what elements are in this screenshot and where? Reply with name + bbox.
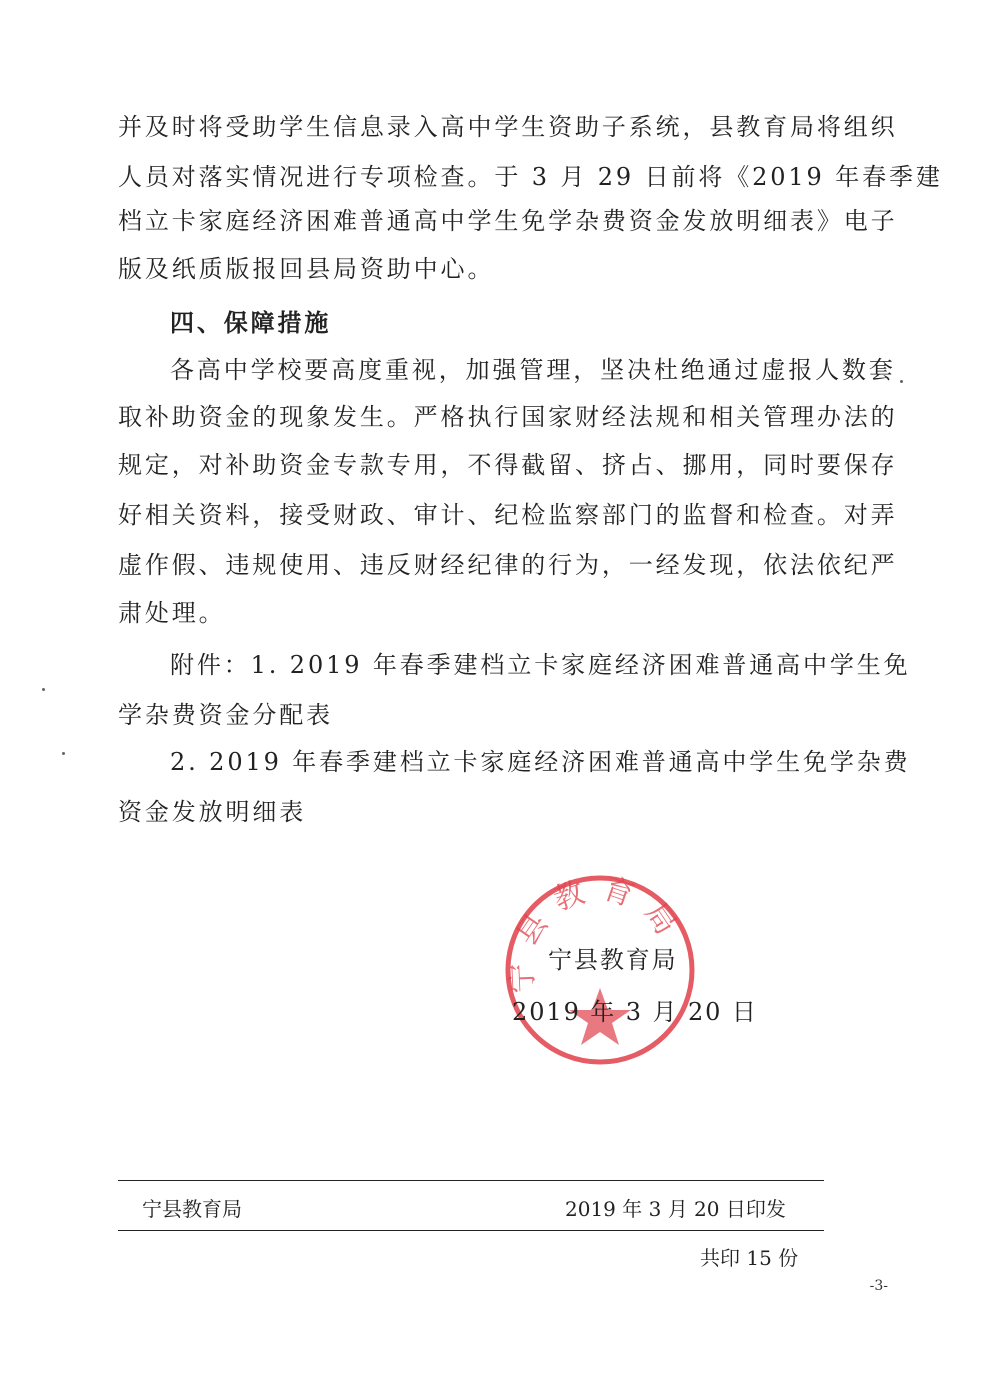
scan-speck: [42, 688, 45, 691]
body-line: 肃处理。: [118, 599, 226, 627]
body-line: 规定，对补助资金专款专用，不得截留、挤占、挪用，同时要保存: [118, 451, 898, 479]
body-line: 档立卡家庭经济困难普通高中学生免学杂费资金发放明细表》电子: [118, 207, 898, 235]
signature-date: 2019 年 3 月 20 日: [512, 998, 758, 1026]
attachment-line: 附件：1. 2019 年春季建档立卡家庭经济困难普通高中学生免: [170, 651, 911, 679]
footer-divider-top: [118, 1180, 824, 1181]
footer-copies: 共印 15 份: [700, 1246, 799, 1270]
body-line: 版及纸质版报回县局资助中心。: [118, 255, 495, 283]
footer-issue-date: 2019 年 3 月 20 日印发: [565, 1197, 786, 1221]
seal-text: 宁县教育局: [504, 870, 692, 995]
attachment-line: 学杂费资金分配表: [118, 701, 334, 729]
page-number: -3-: [869, 1278, 888, 1294]
scan-speck: [62, 752, 65, 755]
attachment-line: 资金发放明细表: [118, 798, 307, 826]
footer-issuer: 宁县教育局: [142, 1197, 242, 1221]
footer-divider-bottom: [118, 1230, 824, 1231]
scan-speck: [900, 380, 903, 383]
body-line: 虚作假、违规使用、违反财经纪律的行为，一经发现，依法依纪严: [118, 551, 898, 579]
svg-text:宁县教育局: [504, 871, 691, 994]
section-heading: 四、保障措施: [170, 309, 332, 337]
attachment-line: 2. 2019 年春季建档立卡家庭经济困难普通高中学生免学杂费: [170, 748, 911, 776]
body-line: 取补助资金的现象发生。严格执行国家财经法规和相关管理办法的: [118, 403, 898, 431]
body-line: 人员对落实情况进行专项检查。于 3 月 29 日前将《2019 年春季建: [118, 163, 943, 191]
signature-org: 宁县教育局: [548, 946, 678, 974]
body-line: 并及时将受助学生信息录入高中学生资助子系统，县教育局将组织: [118, 113, 898, 141]
body-line: 好相关资料，接受财政、审计、纪检监察部门的监督和检查。对弄: [118, 501, 898, 529]
body-line: 各高中学校要高度重视，加强管理，坚决杜绝通过虚报人数套: [170, 356, 896, 384]
